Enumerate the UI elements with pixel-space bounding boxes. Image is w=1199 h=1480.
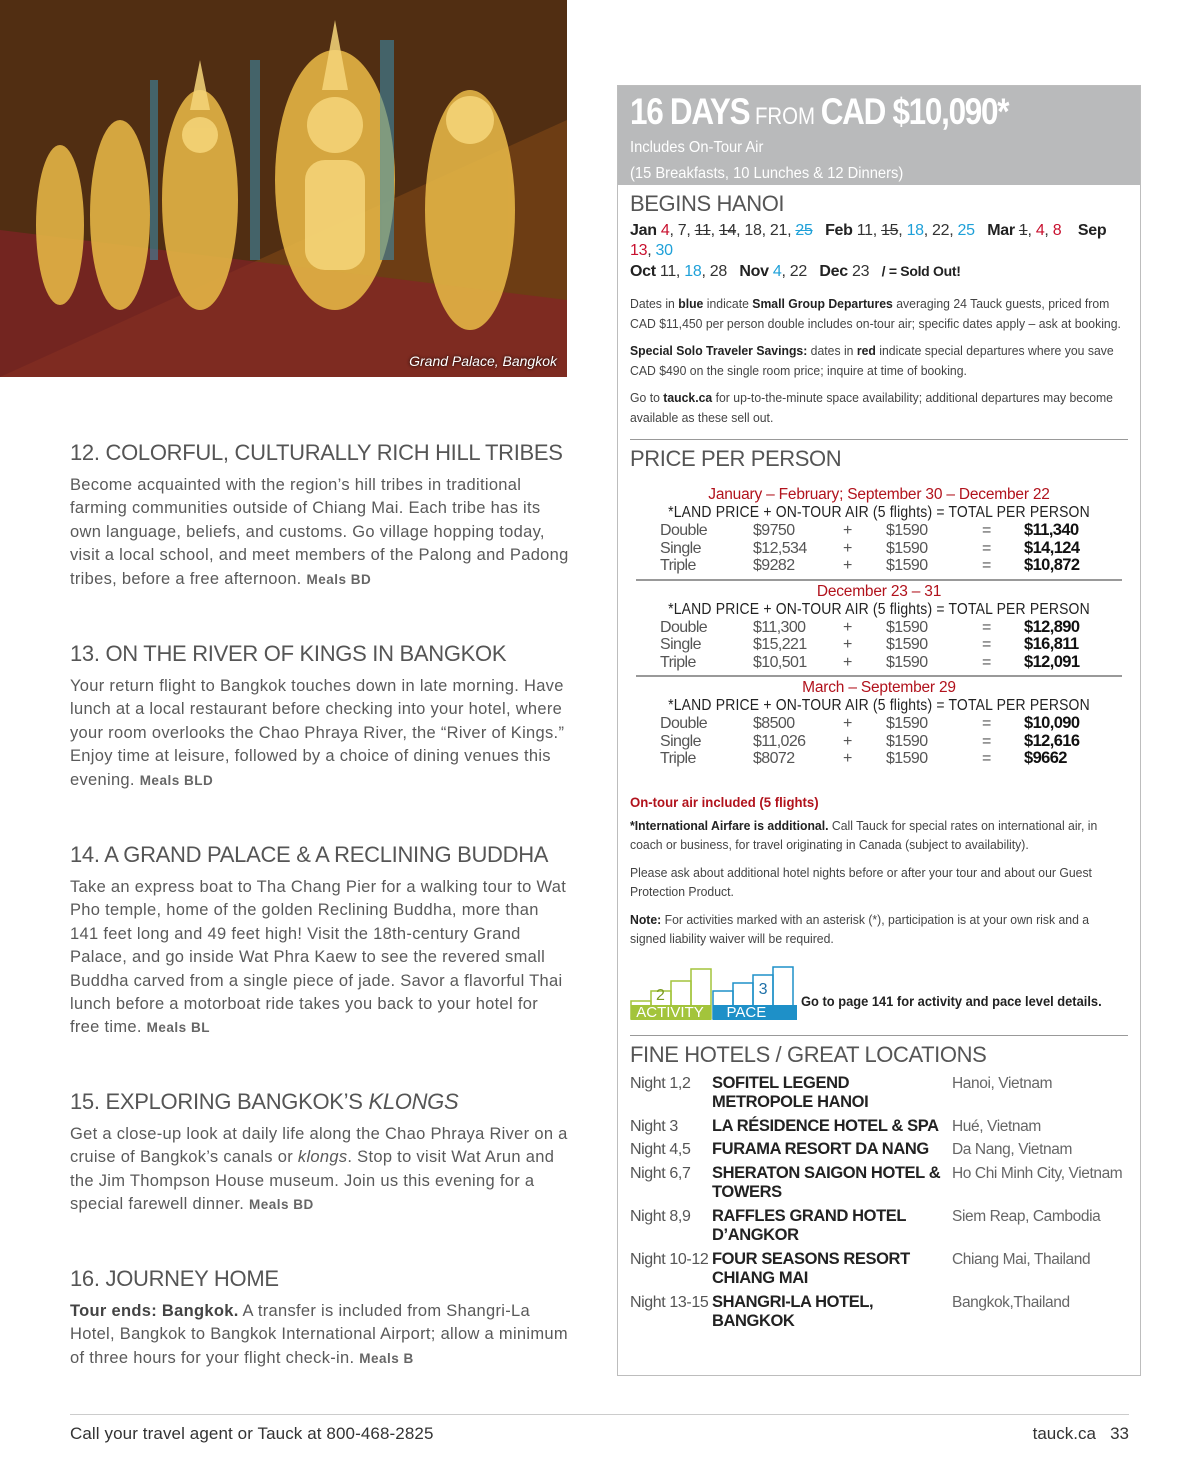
itinerary-days: [70, 440, 570, 1370]
divider: [636, 579, 1122, 581]
day-text: Tour ends: Bangkok. A transfer is included from Shangri-La Hotel, Bangkok to Bangkok International Airport; allow a minimum of three hours for your flight check-in. Meals B: [70, 1302, 568, 1367]
price-period-1: January – February; September 30 – December 22 *LAND PRICE + ON-TOUR AIR (5 flights) = TOTAL PER PERSON Double $9750 + $1590 = $11,340 Single $12,534 + $1590 = $14,124 Triple $9282 + $1590 = $10,872: [630, 486, 1128, 581]
hotels-title: FINE HOTELS / GREAT LOCATIONS: [630, 1041, 987, 1067]
price-title: PRICE PER PERSON: [630, 446, 842, 471]
table-row: Night 1,2 SOFITEL LEGEND METROPOLE HANOI Hanoi, Vietnam: [630, 1073, 1053, 1111]
pace-level-icon: 3 PACE: [712, 965, 782, 1021]
meals-label: Meals BL: [146, 1020, 210, 1036]
price-period-3: March – September 29 *LAND PRICE + ON-TOUR AIR (5 flights) = TOTAL PER PERSON Double $8500 + $1590 = $10,090 Single $11,026 + $1590 = $12,616 Triple $8072 + $1590 = $9662: [660, 679, 1090, 767]
day-title: 13. ON THE RIVER OF KINGS IN BANGKOK: [70, 641, 507, 666]
table-row: Single $15,221 + $1590 = $16,811: [660, 635, 1079, 653]
meals-included: (15 Breakfasts, 10 Lunches & 12 Dinners): [630, 165, 904, 182]
meals-label: Meals BD: [306, 571, 372, 587]
day-15: [70, 1089, 570, 1266]
level-details-link[interactable]: Go to page 141 for activity and pace level details.: [801, 992, 1102, 1009]
table-row: Double $9750 + $1590 = $11,340: [660, 521, 1079, 539]
liability-note: Note: For activities marked with an asterisk (*), participation is at your own risk and a signed liability waiver will be required.: [630, 911, 1090, 946]
tauck-link[interactable]: tauck.ca: [663, 390, 713, 405]
sold-out-legend: / = Sold Out!: [881, 263, 961, 279]
tour-info-panel: [617, 85, 1141, 1376]
dates-line-1: Jan 4, 7, 11, 14, 18, 21, 25 Feb 11, 15, 18, 22, 25 Mar 1, 4, 8 Sep 13, 30: [630, 222, 1107, 259]
table-row: Night 13-15 SHANGRI-LA HOTEL, BANGKOK Bangkok,Thailand: [630, 1292, 1070, 1330]
day-text: Take an express boat to Tha Chang Pier for a walking tour to Wat Pho temple, home of the golden Reclining Buddha, more than 141 feet long and 49 feet high! Visit the 18th-century Grand Palace, and go inside Wat Phra Kaew to see the revered small Buddha carved from a single piece of jade. Savor a flavorful Thai lunch before a motorboat ride takes you back to your hotel for free time. Meals BL: [70, 878, 567, 1037]
day-title: 12. COLORFUL, CULTURALLY RICH HILL TRIBES: [70, 440, 563, 465]
includes-air: Includes On-Tour Air: [630, 139, 764, 156]
price-header: [618, 86, 1140, 185]
table-row: Single $12,534 + $1590 = $14,124: [660, 538, 1080, 557]
price-period-2: December 23 – 31 *LAND PRICE + ON-TOUR AIR (5 flights) = TOTAL PER PERSON Double $11,300 + $1590 = $12,890 Single $15,221 + $1590 = $16,811 Triple $10,501 + $1590 = $12,091: [630, 583, 1128, 678]
activity-pace-levels: [630, 963, 1128, 1021]
day-12: [70, 440, 570, 641]
solo-traveler-note: Special Solo Traveler Savings: dates in red indicate special departures where you save CAD $490 on the single room price; inquire at time of booking.: [630, 343, 1114, 378]
small-group-note: Dates in blue indicate Small Group Departures averaging 24 Tauck guests, priced from CAD $11,450 per person double includes on-tour air; specific dates apply – ask at booking.: [630, 296, 1121, 331]
table-row: Triple $8072 + $1590 = $9662: [660, 749, 1067, 767]
table-row: Triple $10,501 + $1590 = $12,091: [660, 652, 1080, 671]
table-row: Night 3 LA RÉSIDENCE HOTEL & SPA Hué, Vietnam: [630, 1116, 1041, 1135]
grand-palace-photo: [0, 0, 567, 377]
page-number: 33: [1110, 1424, 1129, 1443]
begins-title: BEGINS HANOI: [630, 191, 785, 216]
divider: [630, 439, 1128, 440]
departures-section: [618, 191, 1140, 1336]
photo-caption: Grand Palace, Bangkok: [409, 353, 557, 369]
dates-line-2: Oct 11, 18, 28 Nov 4, 22 Dec 23 / = Sold Out!: [630, 263, 961, 280]
day-text: Become acquainted with the region’s hill tribes in traditional farming communities outside of Chiang Mai. Each tribe has its own language, beliefs, and customs. Go village hopping today, visit a local school, and meet members of the Palong and Padong tribes, before a free afternoon. Meals BD: [70, 476, 569, 588]
on-tour-air-note: On-tour air included (5 flights): [630, 793, 819, 810]
headline-price: 16 DAYS FROM CAD $10,090*: [630, 91, 1009, 132]
table-row: Night 10-12 FOUR SEASONS RESORT CHIANG MAI Chiang Mai, Thailand: [630, 1249, 1091, 1287]
divider: [636, 675, 1122, 677]
footer-site-link[interactable]: tauck.ca: [1032, 1424, 1096, 1443]
table-row: Double $11,300 + $1590 = $12,890: [660, 617, 1080, 636]
table-row: Single $11,026 + $1590 = $12,616: [660, 731, 1080, 750]
day-text: Your return flight to Bangkok touches down in late morning. Have lunch at a local restaurant before checking into your hotel, where your room overlooks the Chao Phraya River, the “River of Kings.” Enjoy time at leisure, followed by a choice of dining venues this evening. Meals BLD: [70, 677, 565, 789]
day-text: Get a close-up look at daily life along the Chao Phraya River on a cruise of Bangkok’s canals or klongs. Stop to visit Wat Arun and the Jim Thompson House museum. Join us this evening for a special farewell dinner. Meals BD: [70, 1125, 568, 1214]
departure-dates: [630, 221, 1128, 282]
price-table: [660, 522, 1079, 575]
footer-page-info: [1033, 1424, 1129, 1444]
meals-label: Meals B: [359, 1350, 414, 1366]
footer-divider: [70, 1414, 1129, 1415]
table-row: Night 6,7 SHERATON SAIGON HOTEL & TOWERS Ho Chi Minh City, Vietnam: [630, 1163, 1123, 1201]
meals-label: Meals BLD: [139, 772, 214, 788]
meals-label: Meals BD: [249, 1197, 314, 1213]
day-16: [70, 1266, 570, 1370]
activity-level-icon: 2 ACTIVITY: [630, 965, 700, 1021]
price-table: [660, 715, 1079, 768]
availability-note: Go to tauck.ca for up-to-the-minute space availability; additional departures may become available as these sell out.: [630, 390, 1113, 425]
hotel-nights-note: Please ask about additional hotel nights before or after your tour and about our Guest Protection Product.: [630, 864, 1092, 899]
table-row: Triple $9282 + $1590 = $10,872: [660, 556, 1080, 574]
day-14: [70, 842, 570, 1089]
hotels-table: [630, 1074, 1122, 1336]
footer-contact: Call your travel agent or Tauck at 800-468-2825: [70, 1424, 434, 1443]
day-title: 15. EXPLORING BANGKOK’S KLONGS: [70, 1089, 459, 1114]
day-title: 14. A GRAND PALACE & A RECLINING BUDDHA: [70, 842, 549, 867]
day-13: [70, 641, 570, 842]
table-row: Double $8500 + $1590 = $10,090: [660, 714, 1080, 732]
garuda-statues-illustration: [0, 0, 567, 377]
price-table: [660, 619, 1079, 672]
intl-airfare-note: *International Airfare is additional. Call Tauck for special rates on international air, in coach or business, for travel originating in Canada (subject to availability).: [630, 817, 1098, 852]
table-row: Night 8,9 RAFFLES GRAND HOTEL D’ANGKOR Siem Reap, Cambodia: [630, 1206, 1101, 1244]
day-title: 16. JOURNEY HOME: [70, 1266, 279, 1291]
divider: [630, 1035, 1128, 1036]
table-row: Night 4,5 FURAMA RESORT DA NANG Da Nang, Vietnam: [630, 1140, 1072, 1158]
